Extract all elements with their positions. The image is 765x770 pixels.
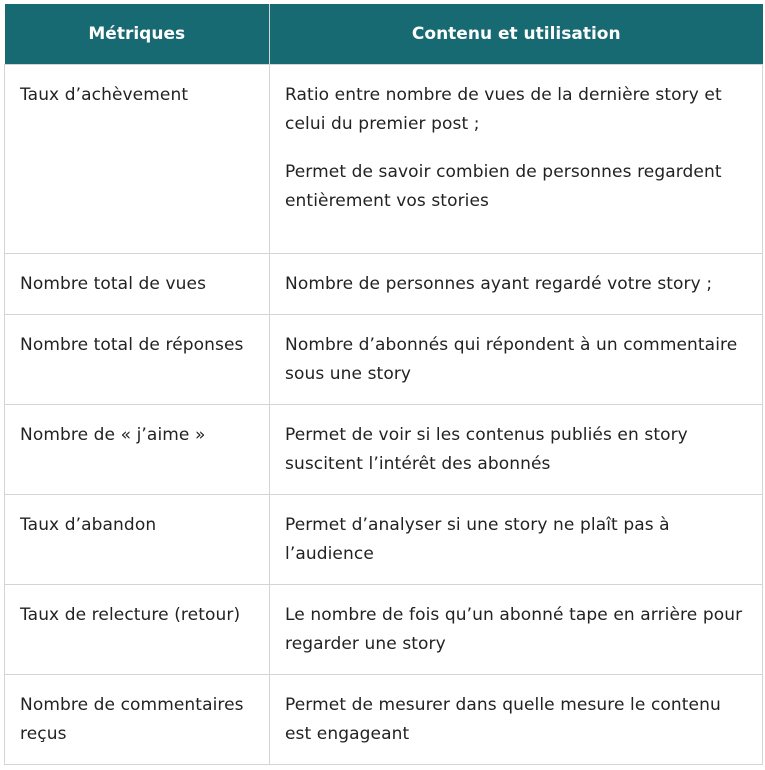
usage-text: Permet de mesurer dans quelle mesure le contenu est engageant	[285, 695, 721, 744]
table-row	[5, 65, 763, 254]
metrics-table-container	[4, 4, 762, 765]
metric-cell: Nombre total de réponses	[5, 315, 270, 405]
table-row	[5, 675, 763, 765]
metric-cell: Taux de relecture (retour)	[5, 585, 270, 675]
usage-cell	[270, 315, 763, 405]
usage-text: Le nombre de fois qu’un abonné tape en arrière pour regarder une story	[285, 605, 743, 654]
metric-cell: Nombre de commentaires reçus	[5, 675, 270, 765]
header-metrics: Métriques	[5, 4, 270, 65]
usage-cell	[270, 254, 763, 315]
usage-cell	[270, 585, 763, 675]
metrics-table	[4, 4, 763, 765]
table-row	[5, 405, 763, 495]
metric-cell: Nombre total de vues	[5, 254, 270, 315]
header-content-usage: Contenu et utilisation	[270, 4, 763, 65]
table-row	[5, 315, 763, 405]
table-row	[5, 495, 763, 585]
usage-text: Permet d’analyser si une story ne plaît pas à l’audience	[285, 515, 670, 564]
usage-text: Permet de savoir combien de personnes regardent entièrement vos stories	[285, 162, 722, 211]
usage-cell	[270, 405, 763, 495]
metric-cell: Nombre de « j’aime »	[5, 405, 270, 495]
usage-text: Ratio entre nombre de vues de la dernière story et celui du premier post ;	[285, 85, 722, 134]
usage-cell	[270, 675, 763, 765]
usage-text: Nombre de personnes ayant regardé votre story ;	[285, 274, 713, 294]
metric-cell: Taux d’achèvement	[5, 65, 270, 254]
table-row	[5, 585, 763, 675]
usage-cell	[270, 65, 763, 254]
usage-text: Permet de voir si les contenus publiés en story suscitent l’intérêt des abonnés	[285, 425, 688, 474]
usage-cell	[270, 495, 763, 585]
metric-cell: Taux d’abandon	[5, 495, 270, 585]
header-row	[5, 4, 763, 65]
table-row	[5, 254, 763, 315]
usage-text: Nombre d’abonnés qui répondent à un commentaire sous une story	[285, 335, 738, 384]
